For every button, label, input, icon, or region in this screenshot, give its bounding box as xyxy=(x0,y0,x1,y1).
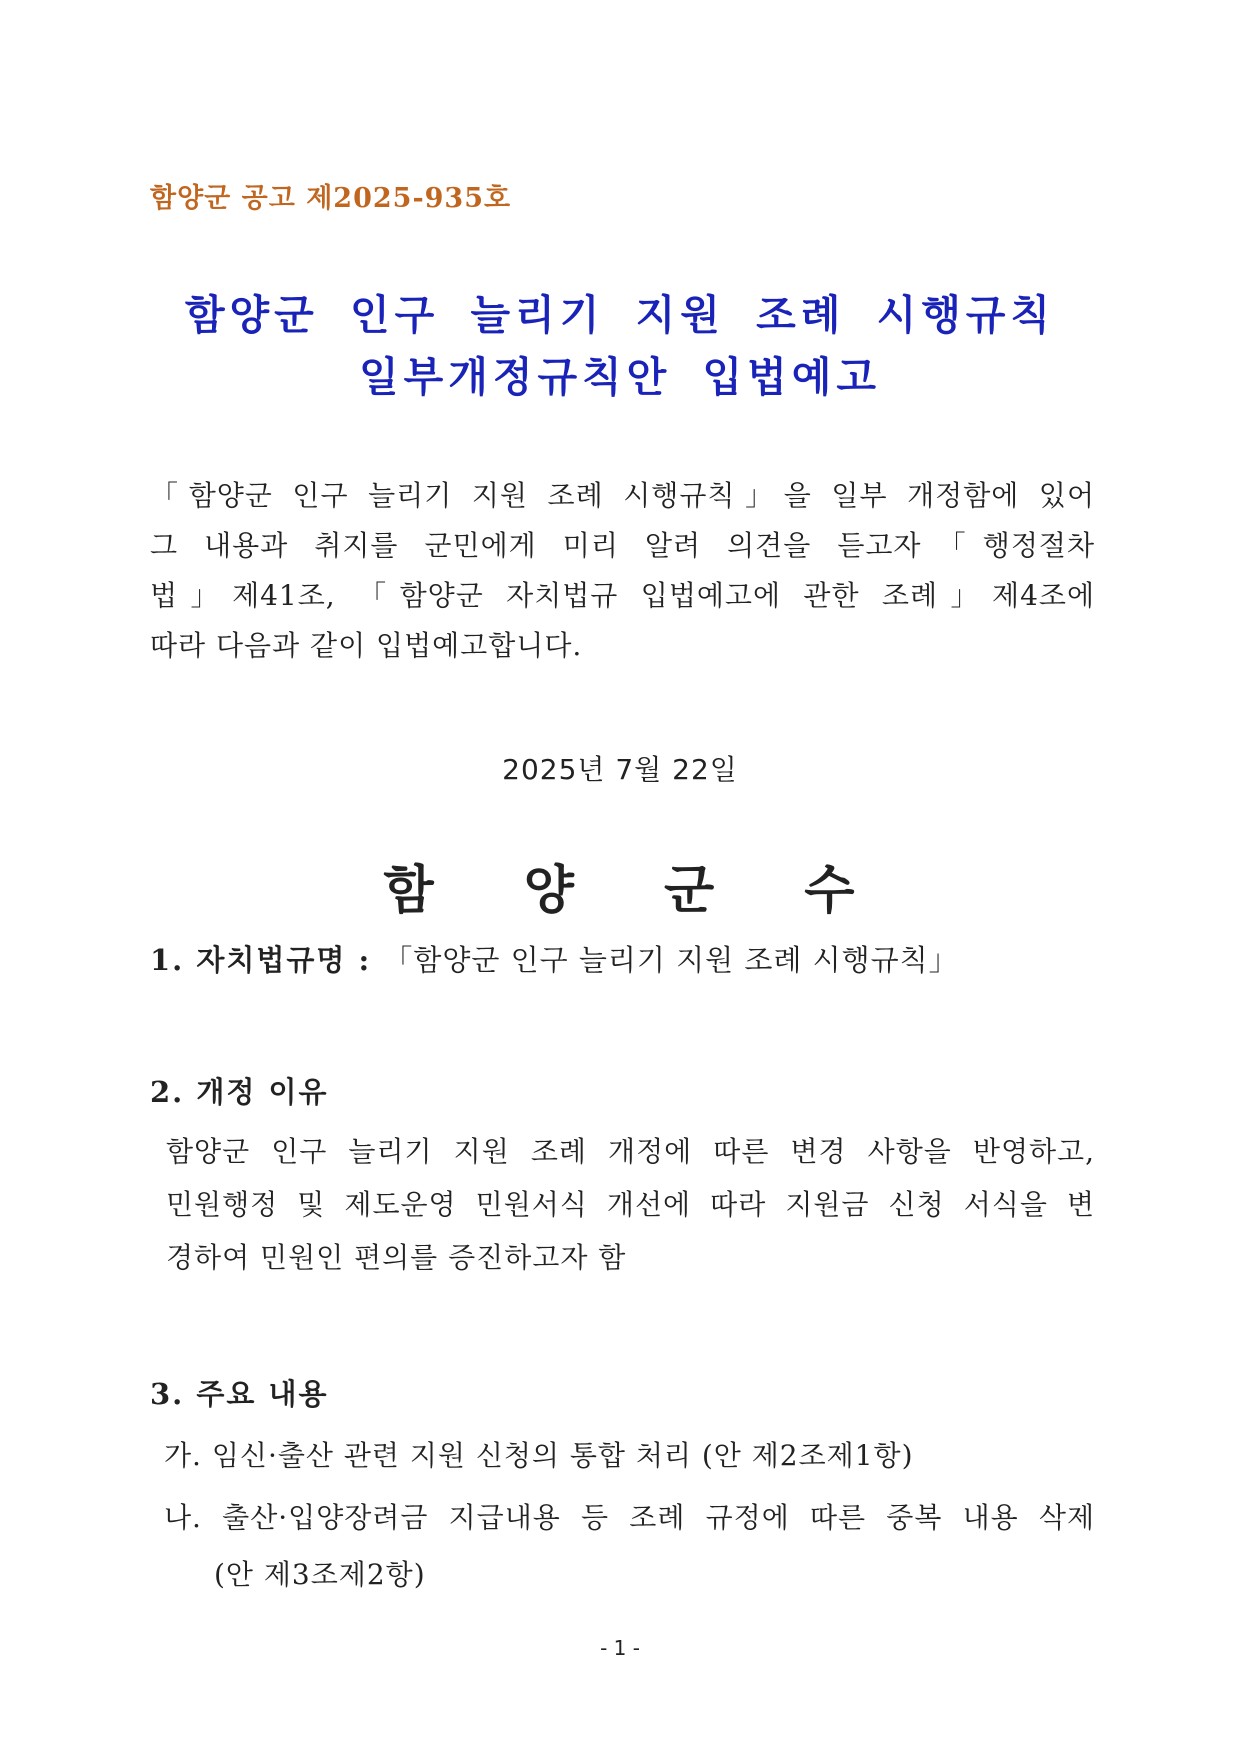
intro-line: 「함양군 인구 늘리기 지원 조례 시행규칙」을 일부 개정함에 있어 xyxy=(150,479,1095,512)
intro-line: 따라 다음과 같이 입법예고합니다. xyxy=(150,629,583,662)
title-line-1: 함양군 인구 늘리기 지원 조례 시행규칙 xyxy=(184,291,1056,339)
title-line-2: 일부개정규칙안 입법예고 xyxy=(359,353,881,401)
signer-char: 함 xyxy=(383,860,436,921)
section-2-line: 민원행정 및 제도운영 민원서식 개선에 따라 지원금 신청 서식을 변 xyxy=(166,1188,1095,1221)
section-3-item-continuation: (안 제3조제2항) xyxy=(214,1558,426,1591)
signer-char: 양 xyxy=(523,860,576,921)
intro-line: 그 내용과 취지를 군민에게 미리 알려 의견을 듣고자「행정절차 xyxy=(150,529,1095,562)
section-2-line: 경하여 민원인 편의를 증진하고자 함 xyxy=(166,1241,627,1274)
signer-char: 수 xyxy=(804,860,857,921)
signer-char: 군 xyxy=(664,860,717,921)
section-3-item: 나. 출산·입양장려금 지급내용 등 조례 규정에 따른 중복 내용 삭제 xyxy=(164,1501,1095,1534)
section-2-line: 함양군 인구 늘리기 지원 조례 개정에 따른 변경 사항을 반영하고, xyxy=(166,1135,1095,1168)
signer-name xyxy=(0,848,1240,923)
intro-line: 법」제41조, 「함양군 자치법규 입법예고에 관한 조례」제4조에 xyxy=(150,579,1095,612)
notice-number: 함양군 공고 제2025-935호 xyxy=(150,183,512,214)
section-3-item: 가. 임신·출산 관련 지원 신청의 통합 처리 (안 제2조제1항) xyxy=(164,1439,914,1472)
notice-date: 2025년 7월 22일 xyxy=(502,753,738,786)
section-1 xyxy=(150,938,959,979)
section-1-value: 「함양군 인구 늘리기 지원 조례 시행규칙」 xyxy=(383,943,959,977)
section-2-heading: 2. 개정 이유 xyxy=(150,1075,329,1109)
page-number: - 1 - xyxy=(600,1636,640,1660)
section-1-heading: 1. 자치법규명 : xyxy=(150,943,372,977)
section-3-heading: 3. 주요 내용 xyxy=(150,1377,329,1411)
